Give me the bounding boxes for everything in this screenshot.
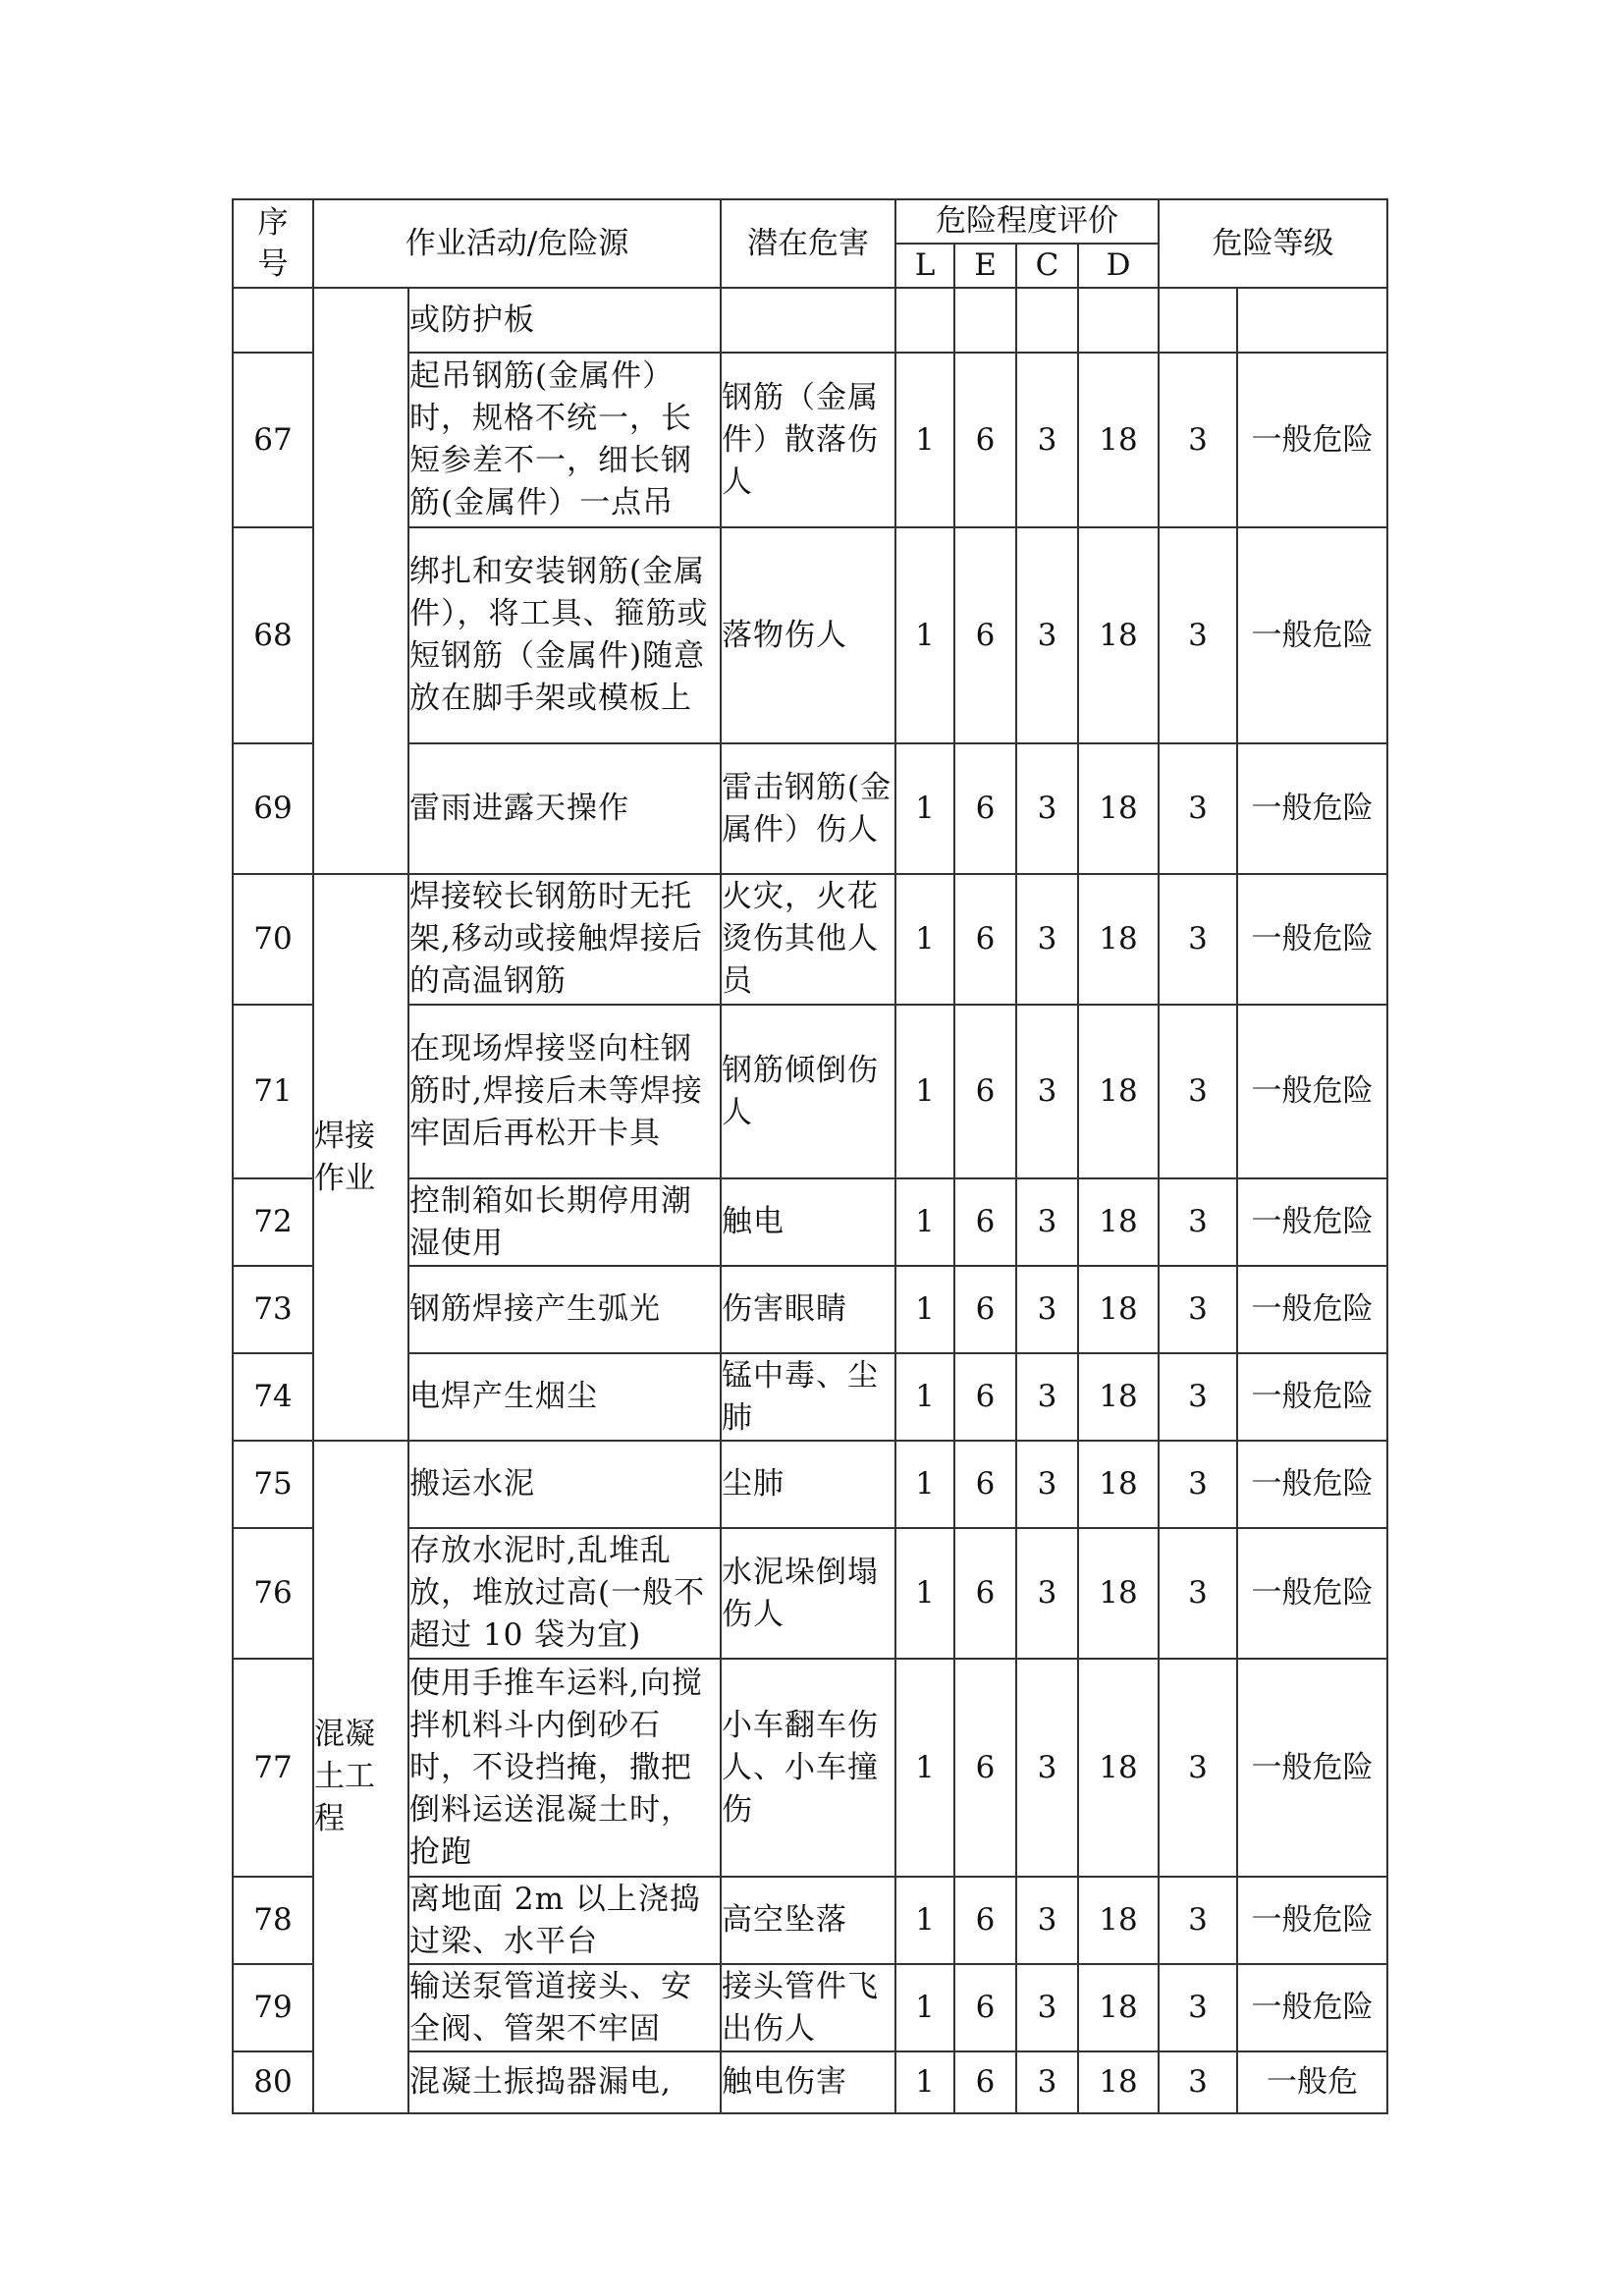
row-d: 18 (1078, 874, 1159, 1005)
row-activity: 搬运水泥 (408, 1441, 721, 1528)
row-l: 1 (895, 2051, 954, 2113)
row-l: 1 (895, 1659, 954, 1877)
row-e: 6 (954, 874, 1016, 1005)
row-l: 1 (895, 527, 954, 743)
row-no: 70 (233, 874, 313, 1005)
row-hazard: 触电伤害 (721, 2051, 895, 2113)
row-e: 6 (954, 1659, 1016, 1877)
row-d: 18 (1078, 1528, 1159, 1659)
row-c: 3 (1016, 353, 1078, 527)
row-activity: 存放水泥时,乱堆乱放，堆放过高(一般不超过 10 袋为宜) (408, 1528, 721, 1659)
row-d: 18 (1078, 1441, 1159, 1528)
row-e: 6 (954, 1441, 1016, 1528)
row-grade: 3 (1159, 1528, 1237, 1659)
table-row (233, 288, 1387, 353)
header-c: C (1016, 244, 1078, 288)
row-hazard: 尘肺 (721, 1441, 895, 1528)
row-d: 18 (1078, 1877, 1159, 1964)
category-cell (313, 288, 408, 874)
row-c: 3 (1016, 1659, 1078, 1877)
row-hazard: 锰中毒、尘肺 (721, 1353, 895, 1441)
row-activity: 雷雨进露天操作 (408, 743, 721, 874)
row-activity: 离地面 2m 以上浇捣过梁、水平台 (408, 1877, 721, 1964)
row-c: 3 (1016, 1877, 1078, 1964)
row-c: 3 (1016, 2051, 1078, 2113)
header-no: 序号 (233, 199, 313, 288)
row-activity: 电焊产生烟尘 (408, 1353, 721, 1441)
row-l: 1 (895, 353, 954, 527)
row-c: 3 (1016, 1005, 1078, 1178)
row-no: 73 (233, 1266, 313, 1353)
row-level: 一般危险 (1237, 353, 1387, 527)
row-l: 1 (895, 874, 954, 1005)
row-c: 3 (1016, 874, 1078, 1005)
category-welding: 焊接作业 (313, 874, 408, 1441)
risk-assessment-table (232, 198, 1388, 2114)
row-level: 一般危险 (1237, 1353, 1387, 1441)
row-no: 67 (233, 353, 313, 527)
row-c: 3 (1016, 1441, 1078, 1528)
row-level: 一般危险 (1237, 1005, 1387, 1178)
header-d: D (1078, 244, 1159, 288)
row-grade: 3 (1159, 1964, 1237, 2051)
row-c: 3 (1016, 743, 1078, 874)
row-no: 79 (233, 1964, 313, 2051)
row-grade: 3 (1159, 353, 1237, 527)
row-no (233, 288, 313, 353)
row-e: 6 (954, 1266, 1016, 1353)
table-row (233, 1441, 1387, 1528)
row-grade: 3 (1159, 1005, 1237, 1178)
row-d: 18 (1078, 1353, 1159, 1441)
row-c: 3 (1016, 1528, 1078, 1659)
row-no: 69 (233, 743, 313, 874)
row-c: 3 (1016, 527, 1078, 743)
row-level: 一般危险 (1237, 1659, 1387, 1877)
row-activity: 在现场焊接竖向柱钢筋时,焊接后未等焊接牢固后再松开卡具 (408, 1005, 721, 1178)
row-no: 77 (233, 1659, 313, 1877)
row-grade: 3 (1159, 1877, 1237, 1964)
row-d: 18 (1078, 1964, 1159, 2051)
row-no: 78 (233, 1877, 313, 1964)
row-hazard (721, 288, 895, 353)
row-d: 18 (1078, 1266, 1159, 1353)
row-e: 6 (954, 2051, 1016, 2113)
row-l: 1 (895, 1528, 954, 1659)
row-hazard: 落物伤人 (721, 527, 895, 743)
row-grade: 3 (1159, 874, 1237, 1005)
row-grade: 3 (1159, 1353, 1237, 1441)
row-activity: 或防护板 (408, 288, 721, 353)
row-hazard: 钢筋（金属件）散落伤人 (721, 353, 895, 527)
row-c: 3 (1016, 1266, 1078, 1353)
row-hazard: 小车翻车伤人、小车撞伤 (721, 1659, 895, 1877)
row-no: 68 (233, 527, 313, 743)
row-l: 1 (895, 1353, 954, 1441)
row-activity: 起吊钢筋(金属件）时，规格不统一，长短参差不一，细长钢筋(金属件）一点吊 (408, 353, 721, 527)
row-activity: 绑扎和安装钢筋(金属件），将工具、箍筋或短钢筋（金属件)随意放在脚手架或模板上 (408, 527, 721, 743)
row-level: 一般危险 (1237, 1266, 1387, 1353)
row-grade: 3 (1159, 743, 1237, 874)
row-hazard: 水泥垛倒塌伤人 (721, 1528, 895, 1659)
header-e: E (954, 244, 1016, 288)
row-grade: 3 (1159, 1659, 1237, 1877)
row-level: 一般危险 (1237, 1441, 1387, 1528)
row-e: 6 (954, 1005, 1016, 1178)
row-l: 1 (895, 1266, 954, 1353)
row-no: 74 (233, 1353, 313, 1441)
row-no: 72 (233, 1178, 313, 1266)
header-hazard: 潜在危害 (721, 199, 895, 288)
row-l: 1 (895, 1964, 954, 2051)
row-level: 一般危险 (1237, 1178, 1387, 1266)
row-e: 6 (954, 1353, 1016, 1441)
row-e: 6 (954, 1964, 1016, 2051)
row-activity: 控制箱如长期停用潮湿使用 (408, 1178, 721, 1266)
row-hazard: 雷击钢筋(金属件）伤人 (721, 743, 895, 874)
row-l: 1 (895, 1178, 954, 1266)
row-activity: 焊接较长钢筋时无托架,移动或接触焊接后的高温钢筋 (408, 874, 721, 1005)
row-d: 18 (1078, 743, 1159, 874)
row-level: 一般危险 (1237, 527, 1387, 743)
row-hazard: 火灾，火花烫伤其他人员 (721, 874, 895, 1005)
row-e: 6 (954, 1877, 1016, 1964)
row-grade: 3 (1159, 2051, 1237, 2113)
row-d: 18 (1078, 527, 1159, 743)
row-d: 18 (1078, 353, 1159, 527)
row-e: 6 (954, 743, 1016, 874)
row-d: 18 (1078, 1659, 1159, 1877)
row-l: 1 (895, 1005, 954, 1178)
row-e: 6 (954, 353, 1016, 527)
row-grade: 3 (1159, 1441, 1237, 1528)
row-c: 3 (1016, 1353, 1078, 1441)
row-activity: 使用手推车运料,向搅拌机料斗内倒砂石时，不设挡掩，撒把倒料运送混凝土时，抢跑 (408, 1659, 721, 1877)
row-d: 18 (1078, 2051, 1159, 2113)
row-grade: 3 (1159, 527, 1237, 743)
table-row (233, 874, 1387, 1005)
row-hazard: 伤害眼睛 (721, 1266, 895, 1353)
row-hazard: 接头管件飞出伤人 (721, 1964, 895, 2051)
row-activity: 钢筋焊接产生弧光 (408, 1266, 721, 1353)
row-grade: 3 (1159, 1266, 1237, 1353)
header-evaluation: 危险程度评价 (895, 199, 1159, 244)
row-e: 6 (954, 1178, 1016, 1266)
row-c: 3 (1016, 1178, 1078, 1266)
row-level: 一般危险 (1237, 874, 1387, 1005)
header-level: 危险等级 (1159, 199, 1387, 288)
row-e: 6 (954, 527, 1016, 743)
header-activity: 作业活动/危险源 (313, 199, 721, 288)
row-no: 80 (233, 2051, 313, 2113)
row-level: 一般危险 (1237, 743, 1387, 874)
row-d: 18 (1078, 1005, 1159, 1178)
row-l: 1 (895, 1877, 954, 1964)
row-level: 一般危险 (1237, 1964, 1387, 2051)
row-level: 一般危险 (1237, 1877, 1387, 1964)
row-hazard: 触电 (721, 1178, 895, 1266)
row-activity: 混凝土振捣器漏电, (408, 2051, 721, 2113)
header-l: L (895, 244, 954, 288)
row-no: 71 (233, 1005, 313, 1178)
row-d: 18 (1078, 1178, 1159, 1266)
row-c: 3 (1016, 1964, 1078, 2051)
row-no: 76 (233, 1528, 313, 1659)
row-l: 1 (895, 1441, 954, 1528)
category-concrete: 混凝土工程 (313, 1441, 408, 2113)
row-activity: 输送泵管道接头、安全阀、管架不牢固 (408, 1964, 721, 2051)
row-level: 一般危 (1237, 2051, 1387, 2113)
row-level: 一般危险 (1237, 1528, 1387, 1659)
row-l: 1 (895, 743, 954, 874)
row-grade: 3 (1159, 1178, 1237, 1266)
row-hazard: 高空坠落 (721, 1877, 895, 1964)
row-hazard: 钢筋倾倒伤人 (721, 1005, 895, 1178)
row-no: 75 (233, 1441, 313, 1528)
row-e: 6 (954, 1528, 1016, 1659)
